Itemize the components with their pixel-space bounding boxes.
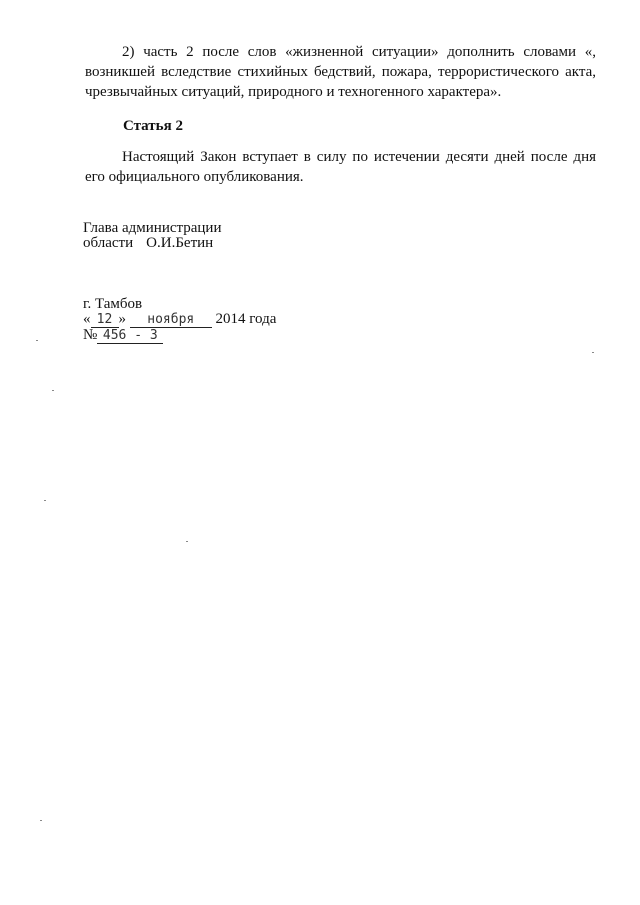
- article-heading: Статья 2: [123, 118, 183, 134]
- signature-name: О.И.Бетин: [146, 235, 214, 251]
- scan-speck: [592, 352, 594, 353]
- paragraph-item-2-text: 2) часть 2 после слов «жизненной ситуации» дополнить словами «, возникшей вследствие стихийных бедствий, пожара, террористического акта, чрезвычайных ситуаций, природного и техногенного характера».: [85, 44, 596, 100]
- law-number: [83, 327, 163, 344]
- paragraph-article-2-text: Настоящий Закон вступает в силу по истечении десяти дней после дня его официального опубликования.: [85, 149, 596, 185]
- scan-speck: [36, 340, 38, 341]
- date-month-field: ноября: [130, 313, 212, 328]
- place-of-signing: г. Тамбов: [83, 296, 143, 312]
- paragraph-article-2: [85, 147, 596, 187]
- scan-speck: [40, 820, 42, 821]
- signature-line: [83, 233, 213, 253]
- date-day-field: 12: [91, 313, 119, 328]
- date-close-quote: »: [118, 311, 126, 327]
- scan-speck: [186, 541, 188, 542]
- signature-title: Глава администрации: [83, 220, 222, 236]
- signature-region: области: [83, 235, 134, 251]
- scan-speck: [52, 390, 54, 391]
- scan-speck: [44, 500, 46, 501]
- date-year: 2014 года: [215, 311, 277, 327]
- date-open-quote: «: [83, 311, 91, 327]
- number-sign: №: [83, 327, 98, 343]
- number-value-field: 456 - 3: [97, 329, 163, 344]
- paragraph-item-2: [85, 42, 596, 102]
- signing-date: [83, 311, 276, 328]
